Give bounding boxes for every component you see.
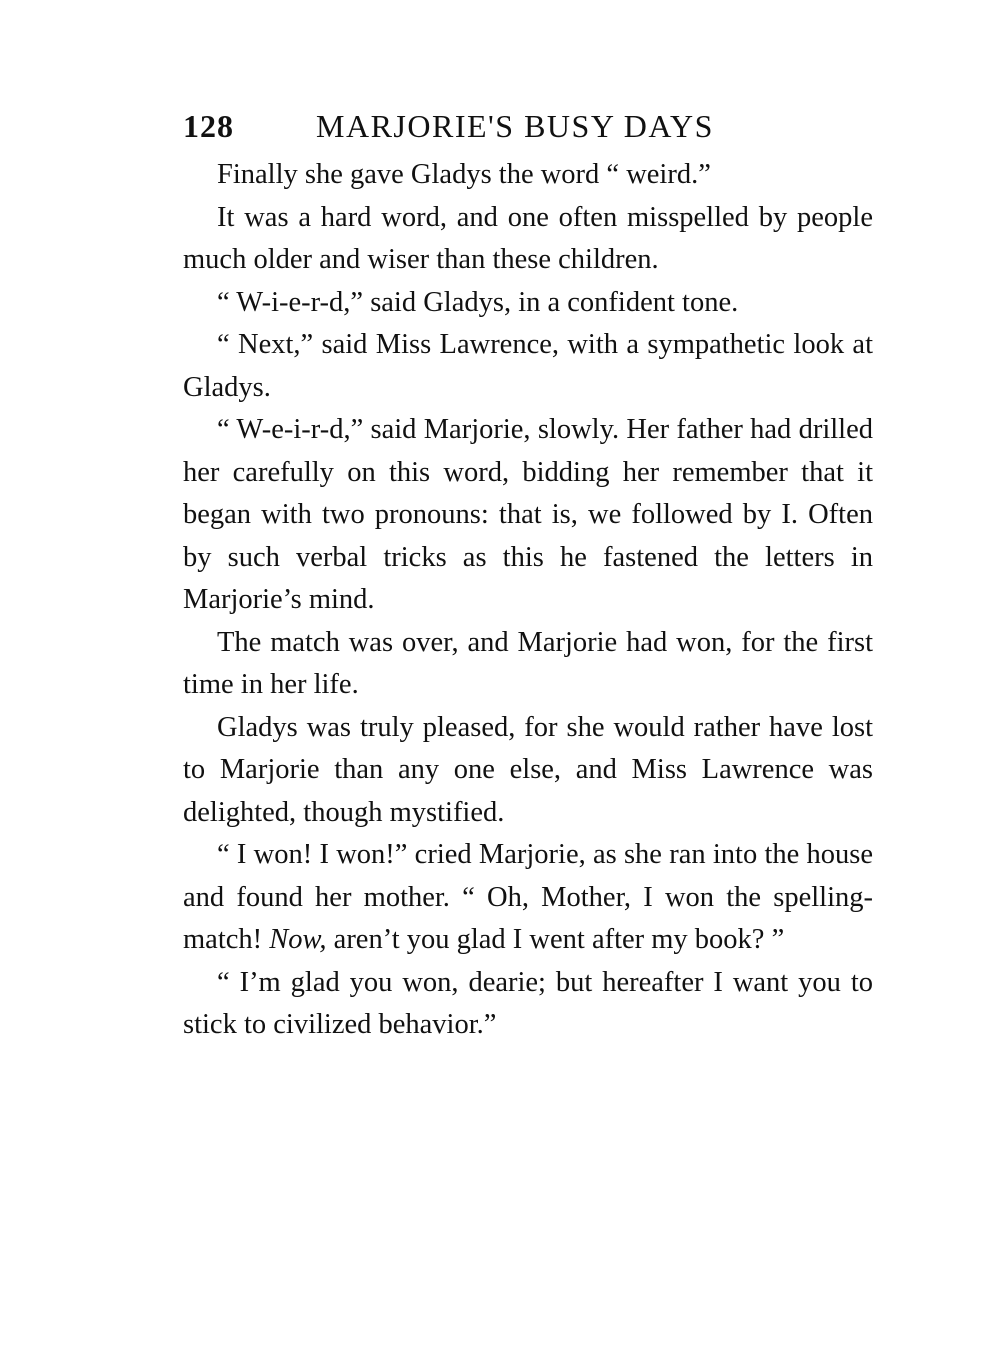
paragraph-4: “ Next,” said Miss Lawrence, with a sympathetic look at Gladys.: [183, 329, 873, 403]
paragraph-8: [183, 834, 873, 962]
book-page: [183, 108, 873, 1047]
paragraph-6: The match was over, and Marjorie had won, for the first time in her life.: [183, 626, 873, 700]
paragraph-8-after: aren’t you glad I went after my book? ”: [326, 924, 785, 955]
running-title: MARJORIE'S BUSY DAYS: [316, 108, 714, 144]
paragraph-5: “ W-e-i-r-d,” said Marjorie, slowly. Her father had drilled her carefully on this word, bidding her remember that it began with two pronouns: that is, we followed by I. Often by such verbal tricks as this he fastened the letters in Marjorie’s mind.: [183, 414, 873, 615]
paragraph-8-before: “ I won! I won!” cried Marjorie, as she ran into the house and found her mother. “ Oh, Mother, I won the spelling-match!: [183, 839, 873, 955]
paragraph-7: Gladys was truly pleased, for she would rather have lost to Marjorie than any one else, and Miss Lawrence was delighted, though mystified.: [183, 711, 873, 828]
paragraph-1: Finally she gave Gladys the word “ weird.”: [217, 159, 711, 190]
page-number: 128: [183, 108, 234, 144]
page-header: [183, 108, 873, 154]
paragraph-8-emphasis: Now,: [269, 924, 327, 955]
paragraph-3: “ W-i-e-r-d,” said Gladys, in a confident tone.: [217, 286, 739, 318]
paragraph-9: “ I’m glad you won, dearie; but hereafter I want you to stick to civilized behavior.”: [183, 966, 873, 1040]
paragraph-2: It was a hard word, and one often misspelled by people much older and wiser than these children.: [183, 201, 873, 275]
